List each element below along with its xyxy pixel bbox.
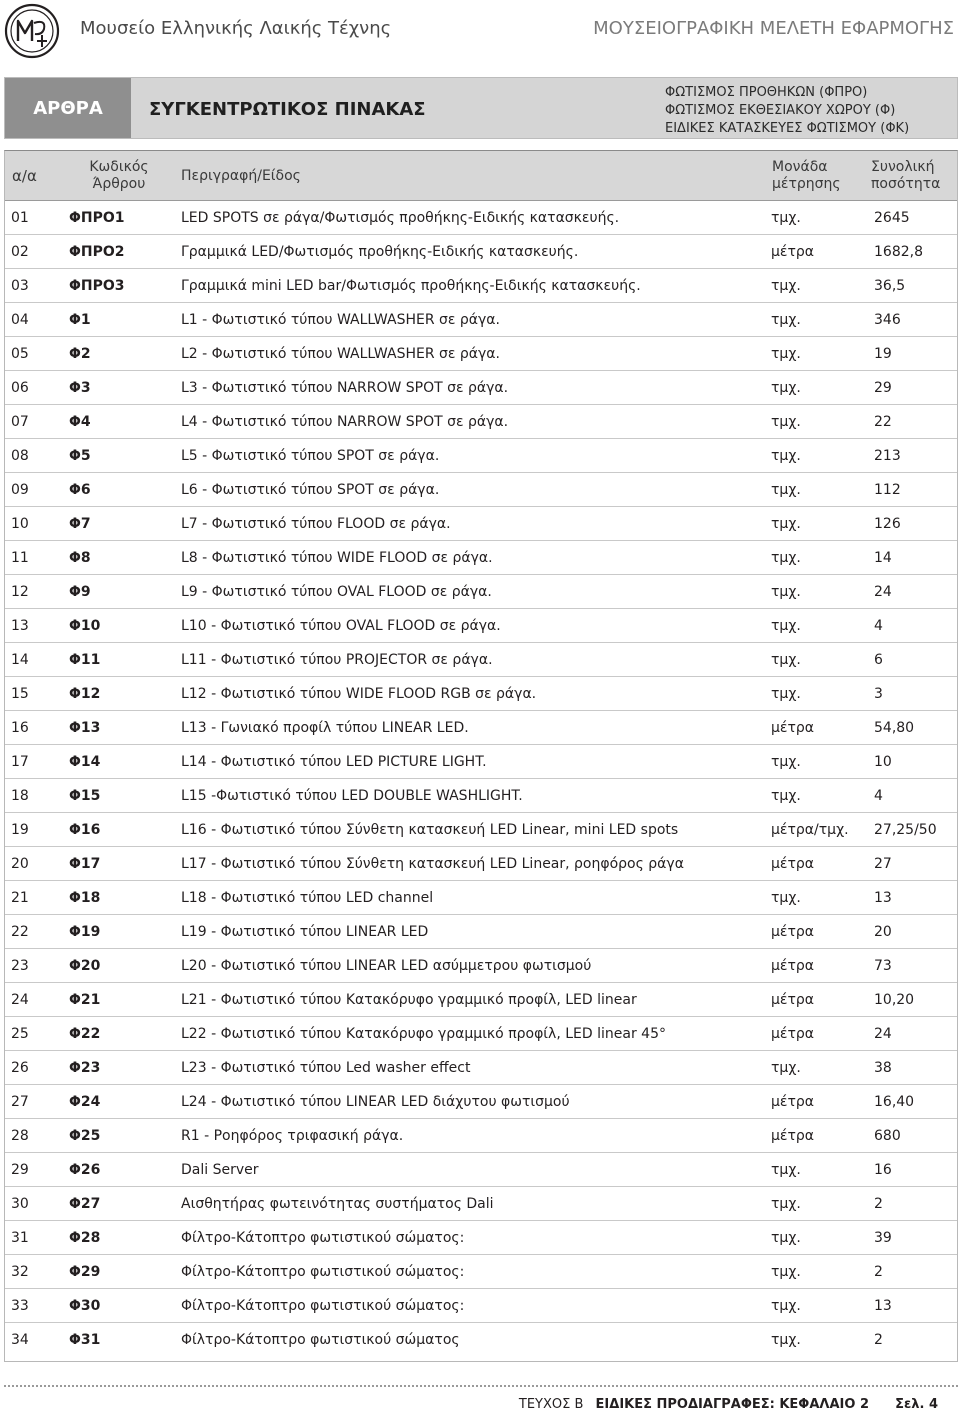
article-code: Φ4	[69, 414, 91, 430]
article-code: ΦΠΡΟ1	[69, 210, 125, 226]
table-row	[5, 303, 957, 337]
table-row	[5, 643, 957, 677]
table-row	[5, 1289, 957, 1323]
row-number: 33	[11, 1298, 29, 1314]
row-description: L10 - Φωτιστικό τύπου OVAL FLOOD σε ράγα.	[181, 618, 501, 634]
table-row	[5, 609, 957, 643]
table-row	[5, 439, 957, 473]
article-code: Φ21	[69, 992, 101, 1008]
row-unit: τμχ.	[771, 312, 801, 328]
column-header-unit-line: Μονάδα	[772, 159, 828, 175]
row-quantity: 29	[874, 380, 892, 396]
row-number: 16	[11, 720, 29, 736]
footer-page-number: Σελ. 4	[895, 1397, 938, 1412]
table-row	[5, 371, 957, 405]
article-code: Φ31	[69, 1332, 101, 1348]
table-row	[5, 337, 957, 371]
row-description: LED SPOTS σε ράγα/Φωτισμός προθήκης-Ειδικής κατασκευής.	[181, 210, 620, 226]
article-code: Φ27	[69, 1196, 101, 1212]
section-band	[4, 77, 958, 139]
row-number: 20	[11, 856, 29, 872]
row-unit: μέτρα/τμχ.	[771, 822, 849, 838]
table-row	[5, 745, 957, 779]
column-header-quantity-line: ποσότητα	[871, 176, 941, 192]
row-number: 25	[11, 1026, 29, 1042]
study-title: ΜΟΥΣΕΙΟΓΡΑΦΙΚΗ ΜΕΛΕΤΗ ΕΦΑΡΜΟΓΗΣ	[593, 18, 954, 39]
row-description: L2 - Φωτιστικό τύπου WALLWASHER σε ράγα.	[181, 346, 500, 362]
section-title: ΣΥΓΚΕΝΤΡΩΤΙΚΟΣ ΠΙΝΑΚΑΣ	[149, 99, 426, 120]
row-number: 03	[11, 278, 29, 294]
row-number: 31	[11, 1230, 29, 1246]
row-number: 12	[11, 584, 29, 600]
row-unit: τμχ.	[771, 482, 801, 498]
row-number: 21	[11, 890, 29, 906]
article-code: Φ9	[69, 584, 91, 600]
row-quantity: 112	[874, 482, 901, 498]
row-quantity: 38	[874, 1060, 892, 1076]
section-label: ΑΡΘΡΑ	[5, 78, 131, 138]
row-unit: μέτρα	[771, 1128, 815, 1144]
row-number: 08	[11, 448, 29, 464]
table-row	[5, 405, 957, 439]
article-code: ΦΠΡΟ3	[69, 278, 125, 294]
row-unit: τμχ.	[771, 652, 801, 668]
row-quantity: 39	[874, 1230, 892, 1246]
row-quantity: 24	[874, 1026, 892, 1042]
article-code: Φ23	[69, 1060, 101, 1076]
row-unit: μέτρα	[771, 720, 815, 736]
article-code: Φ17	[69, 856, 101, 872]
row-description: L3 - Φωτιστικό τύπου NARROW SPOT σε ράγα.	[181, 380, 509, 396]
table-row	[5, 983, 957, 1017]
row-quantity: 22	[874, 414, 892, 430]
table-row	[5, 1153, 957, 1187]
column-header-code	[69, 151, 169, 201]
column-header-code-line: Κωδικός	[89, 159, 149, 175]
row-description: L24 - Φωτιστικό τύπου LINEAR LED διάχυτου φωτισμού	[181, 1094, 570, 1110]
article-code: Φ6	[69, 482, 91, 498]
row-quantity: 2	[874, 1196, 883, 1212]
row-number: 22	[11, 924, 29, 940]
row-description: L12 - Φωτιστικό τύπου WIDE FLOOD RGB σε ράγα.	[181, 686, 537, 702]
row-number: 28	[11, 1128, 29, 1144]
table-row	[5, 1255, 957, 1289]
article-code: Φ1	[69, 312, 91, 328]
row-unit: τμχ.	[771, 686, 801, 702]
category-item: ΦΩΤΙΣΜΟΣ ΠΡΟΘΗΚΩΝ (ΦΠΡΟ)	[665, 85, 868, 100]
row-number: 30	[11, 1196, 29, 1212]
row-number: 04	[11, 312, 29, 328]
table-row	[5, 269, 957, 303]
row-unit: μέτρα	[771, 856, 815, 872]
row-number: 06	[11, 380, 29, 396]
column-header-quantity-line: Συνολική	[871, 159, 935, 175]
row-unit: τμχ.	[771, 278, 801, 294]
row-description: L22 - Φωτιστικό τύπου Κατακόρυφο γραμμικό προφίλ, LED linear 45°	[181, 1026, 666, 1042]
summary-table	[4, 150, 958, 1362]
article-code: Φ28	[69, 1230, 101, 1246]
row-unit: τμχ.	[771, 1298, 801, 1314]
row-unit: τμχ.	[771, 1264, 801, 1280]
table-row	[5, 1017, 957, 1051]
row-description: L9 - Φωτιστικό τύπου OVAL FLOOD σε ράγα.	[181, 584, 492, 600]
article-code: Φ22	[69, 1026, 101, 1042]
table-row	[5, 541, 957, 575]
row-quantity: 10,20	[874, 992, 915, 1008]
row-number: 24	[11, 992, 29, 1008]
row-description: L13 - Γωνιακό προφίλ τύπου LINEAR LED.	[181, 720, 469, 736]
row-number: 17	[11, 754, 29, 770]
table-row	[5, 847, 957, 881]
article-code: Φ8	[69, 550, 91, 566]
article-code: Φ24	[69, 1094, 101, 1110]
category-list	[665, 84, 955, 138]
row-description: L16 - Φωτιστικό τύπου Σύνθετη κατασκευή LED Linear, mini LED spots	[181, 822, 679, 838]
column-header-aa: α/α	[12, 166, 37, 185]
column-header-unit	[772, 151, 862, 201]
article-code: Φ16	[69, 822, 101, 838]
row-quantity: 680	[874, 1128, 901, 1144]
row-quantity: 2645	[874, 210, 910, 226]
table-row	[5, 1187, 957, 1221]
row-unit: μέτρα	[771, 244, 815, 260]
table-row	[5, 1323, 957, 1357]
row-quantity: 20	[874, 924, 892, 940]
row-quantity: 10	[874, 754, 892, 770]
row-quantity: 27	[874, 856, 892, 872]
column-header-description: Περιγραφή/Είδος	[181, 167, 301, 184]
article-code: Φ12	[69, 686, 101, 702]
row-unit: τμχ.	[771, 890, 801, 906]
article-code: Φ11	[69, 652, 101, 668]
category-item: ΦΩΤΙΣΜΟΣ ΕΚΘΕΣΙΑΚΟΥ ΧΩΡΟΥ (Φ)	[665, 103, 896, 118]
table-row	[5, 507, 957, 541]
table-body	[5, 201, 957, 1357]
row-number: 23	[11, 958, 29, 974]
row-quantity: 4	[874, 618, 883, 634]
row-number: 27	[11, 1094, 29, 1110]
row-number: 29	[11, 1162, 29, 1178]
article-code: Φ19	[69, 924, 101, 940]
table-row	[5, 949, 957, 983]
row-description: L19 - Φωτιστικό τύπου LINEAR LED	[181, 924, 429, 940]
row-quantity: 16,40	[874, 1094, 915, 1110]
article-code: Φ30	[69, 1298, 101, 1314]
row-unit: τμχ.	[771, 584, 801, 600]
category-item: ΕΙΔΙΚΕΣ ΚΑΤΑΣΚΕΥΕΣ ΦΩΤΙΣΜΟΥ (ΦΚ)	[665, 121, 910, 136]
museum-name: Μουσείο Ελληνικής Λαικής Τέχνης	[80, 18, 392, 39]
article-code: Φ29	[69, 1264, 101, 1280]
table-row	[5, 1221, 957, 1255]
table-header	[5, 151, 957, 201]
table-row	[5, 1051, 957, 1085]
table-row	[5, 235, 957, 269]
row-quantity: 2	[874, 1332, 883, 1348]
row-quantity: 2	[874, 1264, 883, 1280]
row-number: 14	[11, 652, 29, 668]
footer-chapter: ΕΙΔΙΚΕΣ ΠΡΟΔΙΑΓΡΑΦΕΣ: ΚΕΦΑΛΑΙΟ 2	[595, 1397, 869, 1412]
row-quantity: 16	[874, 1162, 892, 1178]
table-row	[5, 677, 957, 711]
article-code: Φ25	[69, 1128, 101, 1144]
row-number: 01	[11, 210, 29, 226]
table-row	[5, 779, 957, 813]
article-code: Φ13	[69, 720, 101, 736]
row-unit: μέτρα	[771, 992, 815, 1008]
row-quantity: 6	[874, 652, 883, 668]
row-unit: μέτρα	[771, 958, 815, 974]
row-quantity: 19	[874, 346, 892, 362]
row-unit: τμχ.	[771, 788, 801, 804]
row-number: 26	[11, 1060, 29, 1076]
row-unit: μέτρα	[771, 1094, 815, 1110]
table-row	[5, 1119, 957, 1153]
row-description: L21 - Φωτιστικό τύπου Κατακόρυφο γραμμικό προφίλ, LED linear	[181, 992, 637, 1008]
row-description: Φίλτρο-Κάτοπτρο φωτιστικού σώματος:	[181, 1298, 465, 1314]
row-quantity: 13	[874, 890, 892, 906]
table-row	[5, 813, 957, 847]
row-number: 09	[11, 482, 29, 498]
row-unit: τμχ.	[771, 618, 801, 634]
row-number: 19	[11, 822, 29, 838]
row-description: Φίλτρο-Κάτοπτρο φωτιστικού σώματος	[181, 1332, 460, 1348]
row-number: 07	[11, 414, 29, 430]
article-code: Φ15	[69, 788, 101, 804]
row-description: R1 - Ροηφόρος τριφασική ράγα.	[181, 1128, 404, 1144]
row-description: L5 - Φωτιστικό τύπου SPOT σε ράγα.	[181, 448, 440, 464]
row-number: 11	[11, 550, 29, 566]
row-quantity: 346	[874, 312, 901, 328]
row-quantity: 14	[874, 550, 892, 566]
table-row	[5, 473, 957, 507]
row-description: L14 - Φωτιστικό τύπου LED PICTURE LIGHT.	[181, 754, 487, 770]
row-number: 15	[11, 686, 29, 702]
article-code: Φ26	[69, 1162, 101, 1178]
column-header-unit-line: μέτρησης	[772, 176, 841, 192]
row-description: Αισθητήρας φωτεινότητας συστήματος Dali	[181, 1196, 494, 1212]
table-row	[5, 575, 957, 609]
row-description: L7 - Φωτιστικό τύπου FLOOD σε ράγα.	[181, 516, 451, 532]
row-unit: μέτρα	[771, 924, 815, 940]
article-code: Φ18	[69, 890, 101, 906]
row-quantity: 73	[874, 958, 892, 974]
article-code: Φ5	[69, 448, 91, 464]
row-unit: τμχ.	[771, 516, 801, 532]
article-code: Φ14	[69, 754, 101, 770]
row-quantity: 1682,8	[874, 244, 923, 260]
row-unit: μέτρα	[771, 1026, 815, 1042]
row-description: L17 - Φωτιστικό τύπου Σύνθετη κατασκευή LED Linear, ροηφόρος ράγα	[181, 856, 684, 872]
article-code: Φ20	[69, 958, 101, 974]
row-number: 32	[11, 1264, 29, 1280]
row-description: L1 - Φωτιστικό τύπου WALLWASHER σε ράγα.	[181, 312, 500, 328]
row-description: L8 - Φωτιστικό τύπου WIDE FLOOD σε ράγα.	[181, 550, 493, 566]
row-description: Γραμμικά mini LED bar/Φωτισμός προθήκης-Ειδικής κατασκευής.	[181, 278, 641, 294]
column-header-code-line: Άρθρου	[92, 176, 146, 192]
row-number: 05	[11, 346, 29, 362]
row-description: L4 - Φωτιστικό τύπου NARROW SPOT σε ράγα.	[181, 414, 509, 430]
table-row	[5, 711, 957, 745]
article-code: Φ3	[69, 380, 91, 396]
row-description: L18 - Φωτιστικό τύπου LED channel	[181, 890, 434, 906]
row-number: 34	[11, 1332, 29, 1348]
row-unit: τμχ.	[771, 414, 801, 430]
row-description: Dali Server	[181, 1162, 259, 1178]
footer-divider	[4, 1385, 958, 1387]
table-row	[5, 881, 957, 915]
row-quantity: 4	[874, 788, 883, 804]
row-quantity: 54,80	[874, 720, 915, 736]
row-quantity: 126	[874, 516, 901, 532]
row-unit: τμχ.	[771, 380, 801, 396]
table-row	[5, 201, 957, 235]
article-code: Φ10	[69, 618, 101, 634]
row-unit: τμχ.	[771, 346, 801, 362]
row-quantity: 3	[874, 686, 883, 702]
row-unit: τμχ.	[771, 1196, 801, 1212]
row-quantity: 36,5	[874, 278, 906, 294]
row-description: L6 - Φωτιστικό τύπου SPOT σε ράγα.	[181, 482, 440, 498]
table-row	[5, 1085, 957, 1119]
museum-logo-icon	[4, 3, 60, 59]
row-unit: τμχ.	[771, 550, 801, 566]
row-quantity: 27,25/50	[874, 822, 937, 838]
row-description: L11 - Φωτιστικό τύπου PROJECTOR σε ράγα.	[181, 652, 493, 668]
row-unit: τμχ.	[771, 1060, 801, 1076]
row-description: L20 - Φωτιστικό τύπου LINEAR LED ασύμμετρου φωτισμού	[181, 958, 592, 974]
row-description: Γραμμικά LED/Φωτισμός προθήκης-Ειδικής κατασκευής.	[181, 244, 579, 260]
row-description: Φίλτρο-Κάτοπτρο φωτιστικού σώματος:	[181, 1264, 465, 1280]
article-code: Φ2	[69, 346, 91, 362]
page-header	[0, 0, 960, 62]
row-quantity: 213	[874, 448, 901, 464]
row-unit: τμχ.	[771, 754, 801, 770]
row-description: L23 - Φωτιστικό τύπου Led washer effect	[181, 1060, 471, 1076]
article-code: ΦΠΡΟ2	[69, 244, 125, 260]
article-code: Φ7	[69, 516, 91, 532]
row-number: 10	[11, 516, 29, 532]
row-unit: τμχ.	[771, 1230, 801, 1246]
footer-issue: ΤΕΥΧΟΣ Β	[518, 1397, 584, 1412]
row-unit: τμχ.	[771, 448, 801, 464]
row-unit: τμχ.	[771, 1162, 801, 1178]
column-header-quantity	[871, 151, 957, 201]
row-unit: τμχ.	[771, 210, 801, 226]
row-quantity: 24	[874, 584, 892, 600]
page-footer	[519, 1397, 938, 1412]
row-number: 13	[11, 618, 29, 634]
row-unit: τμχ.	[771, 1332, 801, 1348]
row-quantity: 13	[874, 1298, 892, 1314]
row-description: Φίλτρο-Κάτοπτρο φωτιστικού σώματος:	[181, 1230, 465, 1246]
row-description: L15 -Φωτιστικό τύπου LED DOUBLE WASHLIGHT.	[181, 788, 523, 804]
row-number: 18	[11, 788, 29, 804]
table-row	[5, 915, 957, 949]
row-number: 02	[11, 244, 29, 260]
